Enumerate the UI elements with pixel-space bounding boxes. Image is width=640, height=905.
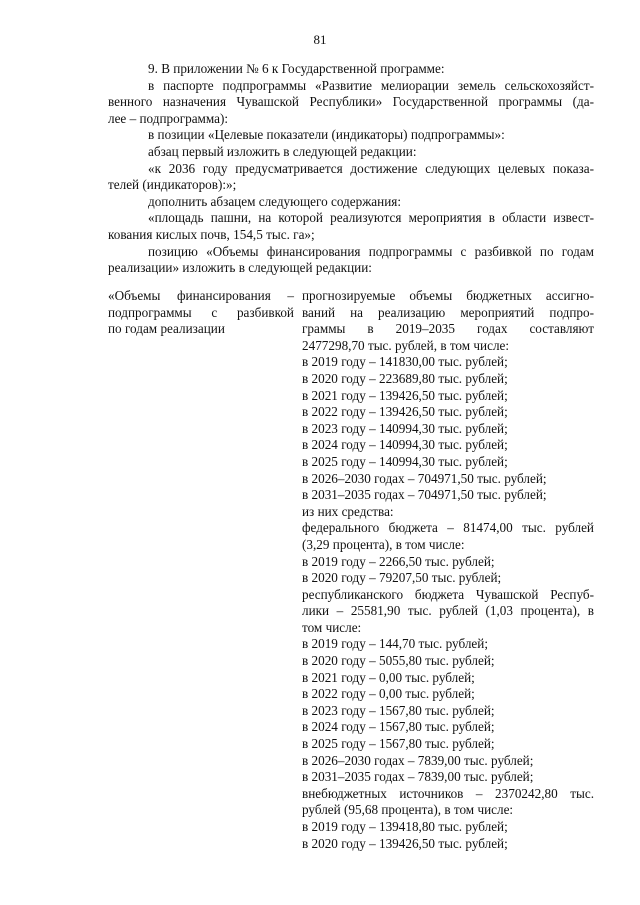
table-value-cell [302, 288, 594, 852]
text-line: дополнить абзацем следующего содержания: [148, 193, 402, 209]
value-line: в 2020 году – 223689,80 тыс. рублей; [302, 370, 508, 386]
value-line: в 2022 году – 0,00 тыс. рублей; [302, 686, 475, 702]
value-line: в 2025 году – 1567,80 тыс. рублей; [302, 736, 495, 752]
text-line: кования кислых почв, 154,5 тыс. га»; [108, 226, 315, 242]
value-line: в 2026–2030 годах – 7839,00 тыс. рублей; [302, 752, 534, 768]
value-line: в 2019 году – 2266,50 тыс. рублей; [302, 553, 495, 569]
value-line: в 2026–2030 годах – 704971,50 тыс. рублей; [302, 470, 547, 486]
text-line: реализации» изложить в следующей редакции: [108, 260, 372, 276]
value-line: 2477298,70 тыс. рублей, в том числе: [302, 337, 510, 353]
value-line: лики – 25581,90 тыс. рублей (1,03 процента), в [302, 603, 594, 619]
label-line: подпрограммы с разбивкой [108, 304, 294, 320]
value-line: том числе: [302, 619, 362, 635]
value-line: в 2020 году – 139426,50 тыс. рублей; [302, 835, 508, 851]
value-line: из них средства: [302, 503, 394, 519]
value-line: (3,29 процента), в том числе: [302, 536, 465, 552]
text-line: в паспорте подпрограммы «Развитие мелиорации земель сельскохозяйст- [148, 77, 594, 93]
value-line: в 2025 году – 140994,30 тыс. рублей; [302, 453, 508, 469]
label-line: «Объемы финансирования – [108, 288, 294, 303]
value-line: федерального бюджета – 81474,00 тыс. рублей [302, 520, 594, 536]
value-line: в 2031–2035 годах – 7839,00 тыс. рублей; [302, 769, 534, 785]
text-line: 9. В приложении № 6 к Государственной программе: [148, 61, 445, 76]
text-line: телей (индикаторов):»; [108, 177, 237, 193]
document-body [108, 61, 594, 277]
value-line: в 2031–2035 годах – 704971,50 тыс. рублей; [302, 487, 547, 503]
value-line: в 2023 году – 140994,30 тыс. рублей; [302, 420, 508, 436]
value-line: в 2020 году – 79207,50 тыс. рублей; [302, 570, 502, 586]
value-line: в 2023 году – 1567,80 тыс. рублей; [302, 702, 495, 718]
value-line: прогнозируемые объемы бюджетных ассигно- [302, 288, 594, 303]
value-line: в 2019 году – 139418,80 тыс. рублей; [302, 819, 508, 834]
value-line: в 2021 году – 0,00 тыс. рублей; [302, 669, 475, 685]
value-line: республиканского бюджета Чувашской Респуб- [302, 586, 594, 602]
value-line: в 2019 году – 141830,00 тыс. рублей; [302, 354, 508, 370]
value-line: ваний на реализацию мероприятий подпро- [302, 304, 594, 320]
text-line: «к 2036 году предусматривается достижение следующих целевых показа- [148, 160, 594, 176]
value-line: внебюджетных источников – 2370242,80 тыс. [302, 785, 594, 801]
text-line: позицию «Объемы финансирования подпрограммы с разбивкой по годам [148, 243, 594, 259]
page-number: 81 [313, 32, 327, 47]
text-line: лее – подпрограмма): [108, 110, 229, 126]
value-line: в 2024 году – 140994,30 тыс. рублей; [302, 437, 508, 453]
label-line: по годам реализации [108, 321, 225, 337]
value-line: в 2021 году – 139426,50 тыс. рублей; [302, 387, 508, 403]
value-line: граммы в 2019–2035 годах составляют [302, 321, 594, 337]
value-line: в 2019 году – 144,70 тыс. рублей; [302, 636, 488, 652]
text-line: абзац первый изложить в следующей редакции: [148, 143, 417, 159]
value-line: в 2022 году – 139426,50 тыс. рублей; [302, 404, 508, 420]
text-line: в позиции «Целевые показатели (индикаторы) подпрограммы»: [148, 127, 505, 143]
text-line: «площадь пашни, на которой реализуются мероприятия в области извест- [148, 210, 594, 226]
value-line: в 2024 году – 1567,80 тыс. рублей; [302, 719, 495, 735]
value-line: в 2020 году – 5055,80 тыс. рублей; [302, 653, 495, 669]
value-line: рублей (95,68 процента), в том числе: [302, 802, 514, 818]
table-label-cell [108, 288, 294, 338]
text-line: венного назначения Чувашской Республики» Государственной программы (да- [108, 94, 594, 110]
